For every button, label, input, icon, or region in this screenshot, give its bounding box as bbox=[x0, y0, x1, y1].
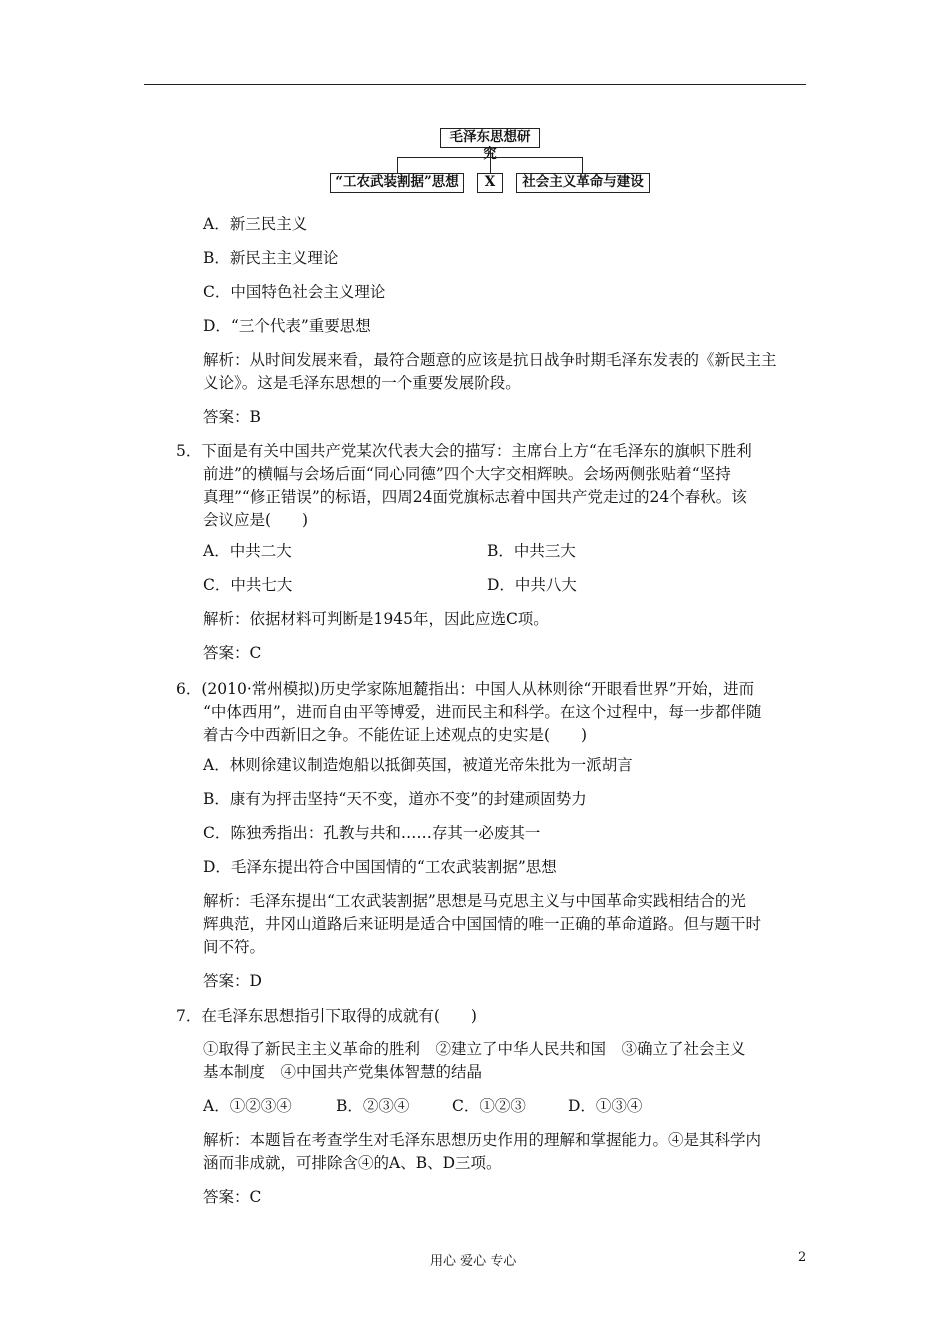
q6-analysis-line: 辉典范，井冈山道路后来证明是适合中国国情的唯一正确的革命道路。但与题干时 bbox=[203, 915, 762, 933]
diagram-connector bbox=[490, 157, 491, 173]
q6-answer: 答案：D bbox=[203, 972, 262, 990]
diagram-child-x: X bbox=[477, 173, 503, 193]
q4-option-a: A．新三民主义 bbox=[203, 215, 308, 233]
q4-option-b: B．新民主主义理论 bbox=[203, 249, 339, 267]
page-number: 2 bbox=[798, 1250, 807, 1265]
q5-answer: 答案：C bbox=[203, 644, 262, 662]
q6-option-a: A．林则徐建议制造炮船以抵御英国，被道光帝朱批为一派胡言 bbox=[203, 756, 633, 774]
q6-analysis-line: 间不符。 bbox=[203, 938, 266, 956]
q6-option-d: D．毛泽东提出符合中国国情的“工农武装割据”思想 bbox=[203, 858, 557, 876]
q6-option-b: B．康有为抨击坚持“天不变，道亦不变”的封建顽固势力 bbox=[203, 790, 587, 808]
q4-analysis-line: 义论》。这是毛泽东思想的一个重要发展阶段。 bbox=[203, 374, 521, 392]
q6-stem-line: 6．(2010·常州模拟)历史学家陈旭麓指出：中国人从林则徐“开眼看世界”开始，进而 bbox=[176, 680, 755, 698]
q5-stem-line: 前进”的横幅与会场后面“同心同德”四个大字交相辉映。会场两侧张贴着“坚持 bbox=[203, 465, 731, 483]
q6-stem-line: 着古今中西新旧之争。不能佐证上述观点的史实是( ) bbox=[203, 726, 588, 744]
q5-option-a: A．中共二大 bbox=[203, 542, 292, 560]
q7-option-d: D．①③④ bbox=[568, 1097, 643, 1115]
q7-stem: 7．在毛泽东思想指引下取得的成就有( ) bbox=[176, 1007, 477, 1025]
diagram-connector bbox=[397, 157, 398, 173]
q4-option-d: D．“三个代表”重要思想 bbox=[203, 317, 371, 335]
q4-answer: 答案：B bbox=[203, 408, 261, 426]
q5-option-b: B．中共三大 bbox=[487, 542, 576, 560]
q7-option-b: B．②③④ bbox=[336, 1097, 410, 1115]
q5-stem-line: 会议应是( ) bbox=[203, 511, 309, 529]
q5-analysis: 解析：依据材料可判断是1945年，因此应选C项。 bbox=[203, 610, 549, 628]
q5-stem-line: 真理”“修正错误”的标语，四周24面党旗标志着中国共产党走过的24个春秋。该 bbox=[203, 488, 747, 506]
diagram-child-3: 社会主义革命与建设 bbox=[516, 173, 650, 193]
q6-stem-line: “中体西用”，进而自由平等博爱，进而民主和科学。在这个过程中，每一步都伴随 bbox=[203, 703, 762, 721]
q4-option-c: C．中国特色社会主义理论 bbox=[203, 283, 386, 301]
diagram-root: 毛泽东思想研究 bbox=[440, 128, 540, 148]
footer-motto: 用心 爱心 专心 bbox=[430, 1254, 517, 1269]
q7-items-line: ①取得了新民主主义革命的胜利 ②建立了中华人民共和国 ③确立了社会主义 bbox=[203, 1040, 746, 1058]
diagram-connector bbox=[490, 148, 491, 157]
q6-analysis-line: 解析：毛泽东提出“工农武装割据”思想是马克思主义与中国革命实践相结合的光 bbox=[203, 892, 746, 910]
q4-analysis-line: 解析：从时间发展来看，最符合题意的应该是抗日战争时期毛泽东发表的《新民主主 bbox=[203, 351, 777, 369]
diagram-child-1: “工农武装割据”思想 bbox=[330, 173, 464, 193]
q7-option-a: A．①②③④ bbox=[203, 1097, 292, 1115]
header-rule bbox=[144, 84, 806, 85]
q7-items-line: 基本制度 ④中国共产党集体智慧的结晶 bbox=[203, 1063, 483, 1081]
q7-analysis-line: 解析：本题旨在考查学生对毛泽东思想历史作用的理解和掌握能力。④是其科学内 bbox=[203, 1131, 762, 1149]
q7-option-c: C．①②③ bbox=[452, 1097, 526, 1115]
q5-stem-line: 5．下面是有关中国共产党某次代表大会的描写：主席台上方“在毛泽东的旗帜下胜利 bbox=[176, 442, 752, 460]
q5-option-c: C．中共七大 bbox=[203, 576, 293, 594]
q5-option-d: D．中共八大 bbox=[487, 576, 577, 594]
q7-answer: 答案：C bbox=[203, 1188, 262, 1206]
q7-analysis-line: 涵而非成就，可排除含④的A、B、D三项。 bbox=[203, 1154, 502, 1172]
diagram-connector bbox=[582, 157, 583, 173]
q6-option-c: C．陈独秀指出：孔教与共和……存其一必废其一 bbox=[203, 824, 541, 842]
